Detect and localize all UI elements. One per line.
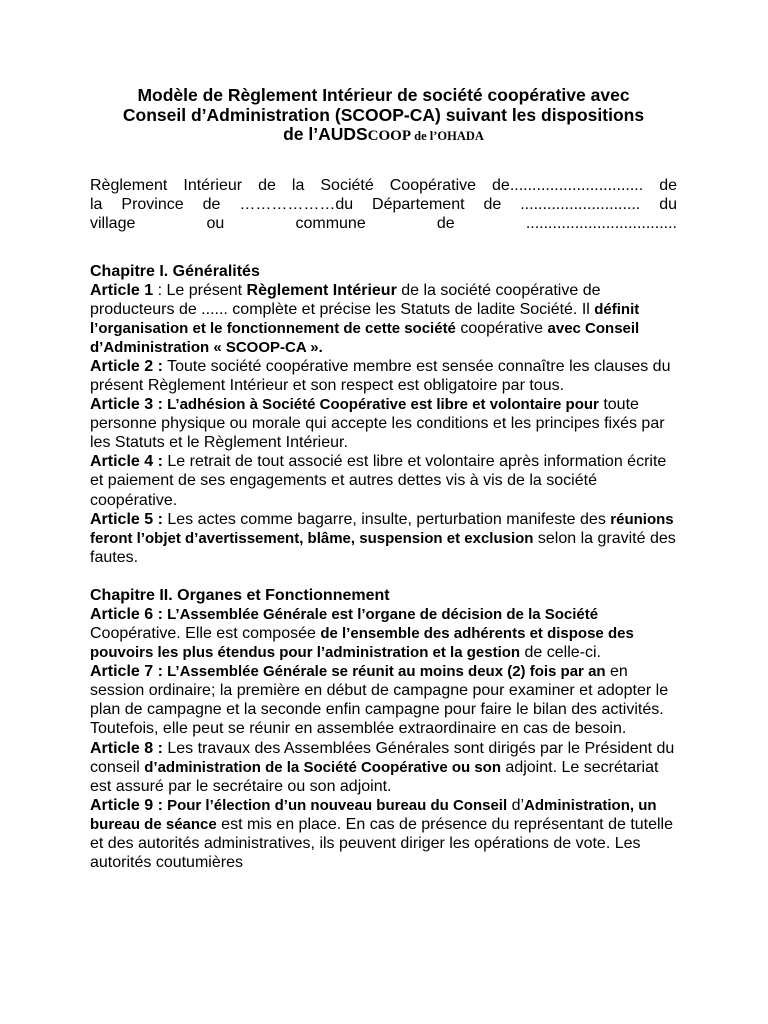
intro-word: de: [436, 214, 455, 232]
article-label: Article 7 :: [90, 663, 163, 681]
title-line-3-coop: COOP: [367, 128, 412, 144]
article-3: [90, 395, 677, 452]
article-emphasis: L’Assemblée Générale est l’organe de décision de la Société: [162, 605, 599, 623]
article-text: de celle-ci.: [520, 644, 601, 662]
intro-word: commune: [295, 214, 366, 232]
article-text: Toute société coopérative membre est sensée connaître les clauses du présent Règlement Intérieur et son respect est obligatoire par tous.: [90, 357, 671, 394]
article-text: selon la gravité des fautes.: [90, 529, 676, 566]
intro-line-3: [90, 214, 677, 233]
article-text: d’: [507, 796, 525, 814]
intro-line-1: Règlement Intérieur de la Société Coopérative de.............................. de: [90, 176, 677, 194]
article-emphasis: réunions feront l’objet d’avertissement, blâme, suspension et exclusion: [90, 510, 674, 547]
article-1: [90, 281, 677, 357]
article-label: Article 4 :: [90, 453, 163, 471]
article-emphasis: d’administration de la Société Coopérative ou son: [144, 758, 501, 776]
chapter-1-heading: Chapitre I. Généralités: [90, 262, 260, 280]
article-text: Coopérative. Elle est composée: [90, 625, 321, 642]
article-7: [90, 662, 677, 738]
article-emphasis: Pour l’élection d’un nouveau bureau du Conseil: [162, 796, 508, 814]
article-text: est mis en place. En cas de présence du représentant de tutelle et des autorités administratives, ils peuvent diriger les opérations de vote. Les autorités coutumières: [90, 815, 674, 872]
title-line-3-main: de l’AUDS: [283, 124, 368, 144]
article-9: [90, 796, 677, 872]
article-4: [90, 452, 677, 509]
document-title: [90, 86, 677, 147]
article-text: en session ordinaire; la première en début de campagne pour examiner et adopter le plan de campagne et la seconde enfin campagne pour faire le bilan des activités. Toutefois, elle peut se réunir en assemblée extraordinaire en cas de besoin.: [90, 663, 669, 738]
article-emphasis: définit l’organisation et le fonctionnement de cette société: [90, 300, 640, 337]
intro-word: ..................................: [525, 214, 677, 232]
article-emphasis: L’Assemblée Générale se réunit au moins deux (2) fois par an: [162, 663, 606, 681]
article-5: [90, 510, 677, 567]
article-8: [90, 739, 677, 796]
intro-line-2: la Province de ………………du Département de ........................... du: [90, 195, 677, 213]
article-text: : Le présent: [153, 281, 247, 299]
article-label: Article 6 :: [90, 605, 163, 623]
article-emphasis: Règlement Intérieur: [246, 281, 397, 299]
article-label: Article 2 :: [90, 357, 163, 375]
article-emphasis: Administration, un bureau de séance: [90, 796, 657, 833]
article-emphasis: L’adhésion à Société Coopérative est libre et volontaire pour: [162, 396, 599, 414]
intro-word: ou: [206, 214, 225, 232]
article-text: Les travaux des Assemblées Générales sont dirigés par le Président du conseil: [90, 739, 675, 776]
article-label: Article 3 :: [90, 396, 163, 414]
article-text: adjoint. Le secrétariat est assuré par le secrétaire ou son adjoint.: [90, 758, 659, 795]
article-text: coopérative: [455, 319, 548, 337]
article-label: Article 9 :: [90, 796, 163, 814]
document-page: [90, 86, 677, 872]
article-label: Article 5 :: [90, 510, 163, 528]
title-line-2: Conseil d’Administration (SCOOP-CA) suivant les dispositions: [122, 104, 645, 125]
article-label: Article 8 :: [90, 739, 163, 757]
title-line-3-tail: de l’OHADA: [411, 129, 484, 143]
article-emphasis: de l’ensemble des adhérents et dispose des pouvoirs les plus étendus pour l’administration et la gestion: [90, 625, 634, 662]
article-2: [90, 357, 677, 395]
article-6: [90, 605, 677, 662]
article-label: Article 1: [90, 281, 154, 299]
title-line-1: Modèle de Règlement Intérieur de société coopérative avec: [137, 85, 630, 105]
article-text: Le retrait de tout associé est libre et volontaire après information écrite et paiement de ses engagements et autres dettes vis à vis de la société coopérative.: [90, 453, 667, 509]
chapter-2-heading: Chapitre II. Organes et Fonctionnement: [90, 586, 390, 604]
article-text: toute personne physique ou morale qui accepte les conditions et les principes fixés par les Statuts et le Règlement Intérieur.: [90, 396, 665, 452]
article-text: Les actes comme bagarre, insulte, perturbation manifeste des: [162, 510, 611, 528]
article-text: de la société coopérative de producteurs de ...... complète et précise les Statuts de ladite Société. Il: [90, 281, 601, 318]
intro-word: village: [90, 214, 136, 232]
article-emphasis: avec Conseil d’Administration « SCOOP-CA ».: [90, 319, 640, 356]
intro-paragraph: [90, 176, 677, 233]
